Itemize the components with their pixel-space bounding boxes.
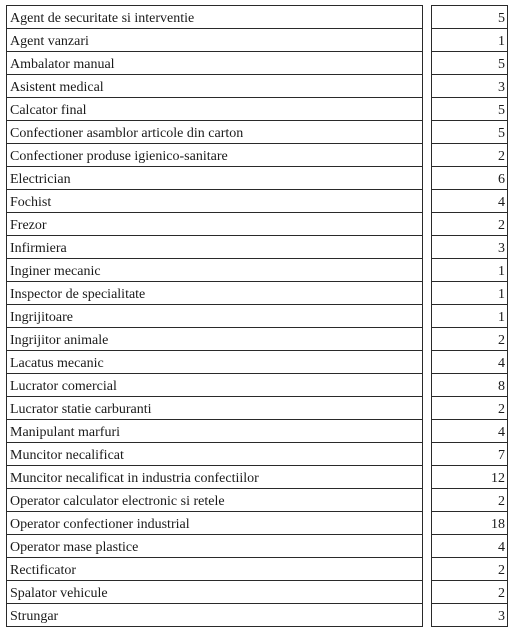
- occupation-cell: Agent de securitate si interventie: [7, 6, 423, 29]
- table-row: [7, 190, 508, 213]
- table-row: [7, 604, 508, 627]
- count-cell: 4: [432, 190, 508, 213]
- column-gap: [423, 144, 432, 167]
- column-gap: [423, 213, 432, 236]
- count-cell: 12: [432, 466, 508, 489]
- column-gap: [423, 420, 432, 443]
- occupation-cell: Ingrijitor animale: [7, 328, 423, 351]
- column-gap: [423, 466, 432, 489]
- occupation-cell: Lucrator statie carburanti: [7, 397, 423, 420]
- column-gap: [423, 535, 432, 558]
- occupation-cell: Operator calculator electronic si retele: [7, 489, 423, 512]
- occupation-cell: Agent vanzari: [7, 29, 423, 52]
- column-gap: [423, 52, 432, 75]
- occupation-cell: Operator mase plastice: [7, 535, 423, 558]
- count-cell: 4: [432, 420, 508, 443]
- count-cell: 3: [432, 236, 508, 259]
- table-row: [7, 535, 508, 558]
- column-gap: [423, 259, 432, 282]
- column-gap: [423, 558, 432, 581]
- table-row: [7, 259, 508, 282]
- table-row: [7, 397, 508, 420]
- count-cell: 7: [432, 443, 508, 466]
- count-cell: 2: [432, 328, 508, 351]
- table-row: [7, 305, 508, 328]
- count-cell: 2: [432, 581, 508, 604]
- count-cell: 5: [432, 6, 508, 29]
- count-cell: 2: [432, 558, 508, 581]
- count-cell: 2: [432, 144, 508, 167]
- occupation-cell: Muncitor necalificat in industria confectiilor: [7, 466, 423, 489]
- occupation-cell: Inspector de specialitate: [7, 282, 423, 305]
- table-row: [7, 351, 508, 374]
- occupation-cell: Fochist: [7, 190, 423, 213]
- occupation-cell: Ingrijitoare: [7, 305, 423, 328]
- occupation-cell: Muncitor necalificat: [7, 443, 423, 466]
- occupation-cell: Inginer mecanic: [7, 259, 423, 282]
- table-row: [7, 29, 508, 52]
- occupation-cell: Operator confectioner industrial: [7, 512, 423, 535]
- count-cell: 18: [432, 512, 508, 535]
- column-gap: [423, 98, 432, 121]
- table-row: [7, 121, 508, 144]
- column-gap: [423, 443, 432, 466]
- table-row: [7, 6, 508, 29]
- count-cell: 2: [432, 489, 508, 512]
- table-row: [7, 167, 508, 190]
- count-cell: 4: [432, 351, 508, 374]
- column-gap: [423, 75, 432, 98]
- count-cell: 3: [432, 604, 508, 627]
- count-cell: 2: [432, 397, 508, 420]
- column-gap: [423, 489, 432, 512]
- column-gap: [423, 374, 432, 397]
- table-row: [7, 52, 508, 75]
- count-cell: 3: [432, 75, 508, 98]
- count-cell: 4: [432, 535, 508, 558]
- count-cell: 1: [432, 305, 508, 328]
- count-cell: 1: [432, 29, 508, 52]
- count-cell: 6: [432, 167, 508, 190]
- occupation-cell: Infirmiera: [7, 236, 423, 259]
- column-gap: [423, 604, 432, 627]
- column-gap: [423, 121, 432, 144]
- occupation-cell: Lucrator comercial: [7, 374, 423, 397]
- table-row: [7, 443, 508, 466]
- table-row: [7, 236, 508, 259]
- column-gap: [423, 305, 432, 328]
- table-row: [7, 282, 508, 305]
- count-cell: 5: [432, 52, 508, 75]
- count-cell: 5: [432, 98, 508, 121]
- occupation-cell: Manipulant marfuri: [7, 420, 423, 443]
- occupation-cell: Electrician: [7, 167, 423, 190]
- count-cell: 1: [432, 259, 508, 282]
- column-gap: [423, 351, 432, 374]
- column-gap: [423, 6, 432, 29]
- occupation-cell: Rectificator: [7, 558, 423, 581]
- column-gap: [423, 29, 432, 52]
- occupation-cell: Strungar: [7, 604, 423, 627]
- column-gap: [423, 282, 432, 305]
- table-row: [7, 213, 508, 236]
- count-cell: 2: [432, 213, 508, 236]
- occupation-cell: Lacatus mecanic: [7, 351, 423, 374]
- job-openings-table: [6, 5, 508, 627]
- table-row: [7, 144, 508, 167]
- occupation-cell: Calcator final: [7, 98, 423, 121]
- column-gap: [423, 397, 432, 420]
- table-row: [7, 374, 508, 397]
- count-cell: 5: [432, 121, 508, 144]
- table-row: [7, 512, 508, 535]
- table-row: [7, 328, 508, 351]
- occupation-cell: Confectioner produse igienico-sanitare: [7, 144, 423, 167]
- column-gap: [423, 581, 432, 604]
- table-row: [7, 75, 508, 98]
- table-row: [7, 489, 508, 512]
- column-gap: [423, 236, 432, 259]
- table-row: [7, 558, 508, 581]
- column-gap: [423, 512, 432, 535]
- occupation-cell: Spalator vehicule: [7, 581, 423, 604]
- count-cell: 1: [432, 282, 508, 305]
- column-gap: [423, 328, 432, 351]
- column-gap: [423, 167, 432, 190]
- table-row: [7, 98, 508, 121]
- table-row: [7, 466, 508, 489]
- column-gap: [423, 190, 432, 213]
- table-row: [7, 581, 508, 604]
- occupation-cell: Asistent medical: [7, 75, 423, 98]
- occupation-cell: Frezor: [7, 213, 423, 236]
- occupation-cell: Confectioner asamblor articole din carton: [7, 121, 423, 144]
- table-row: [7, 420, 508, 443]
- job-openings-rows: [7, 6, 508, 627]
- count-cell: 8: [432, 374, 508, 397]
- occupation-cell: Ambalator manual: [7, 52, 423, 75]
